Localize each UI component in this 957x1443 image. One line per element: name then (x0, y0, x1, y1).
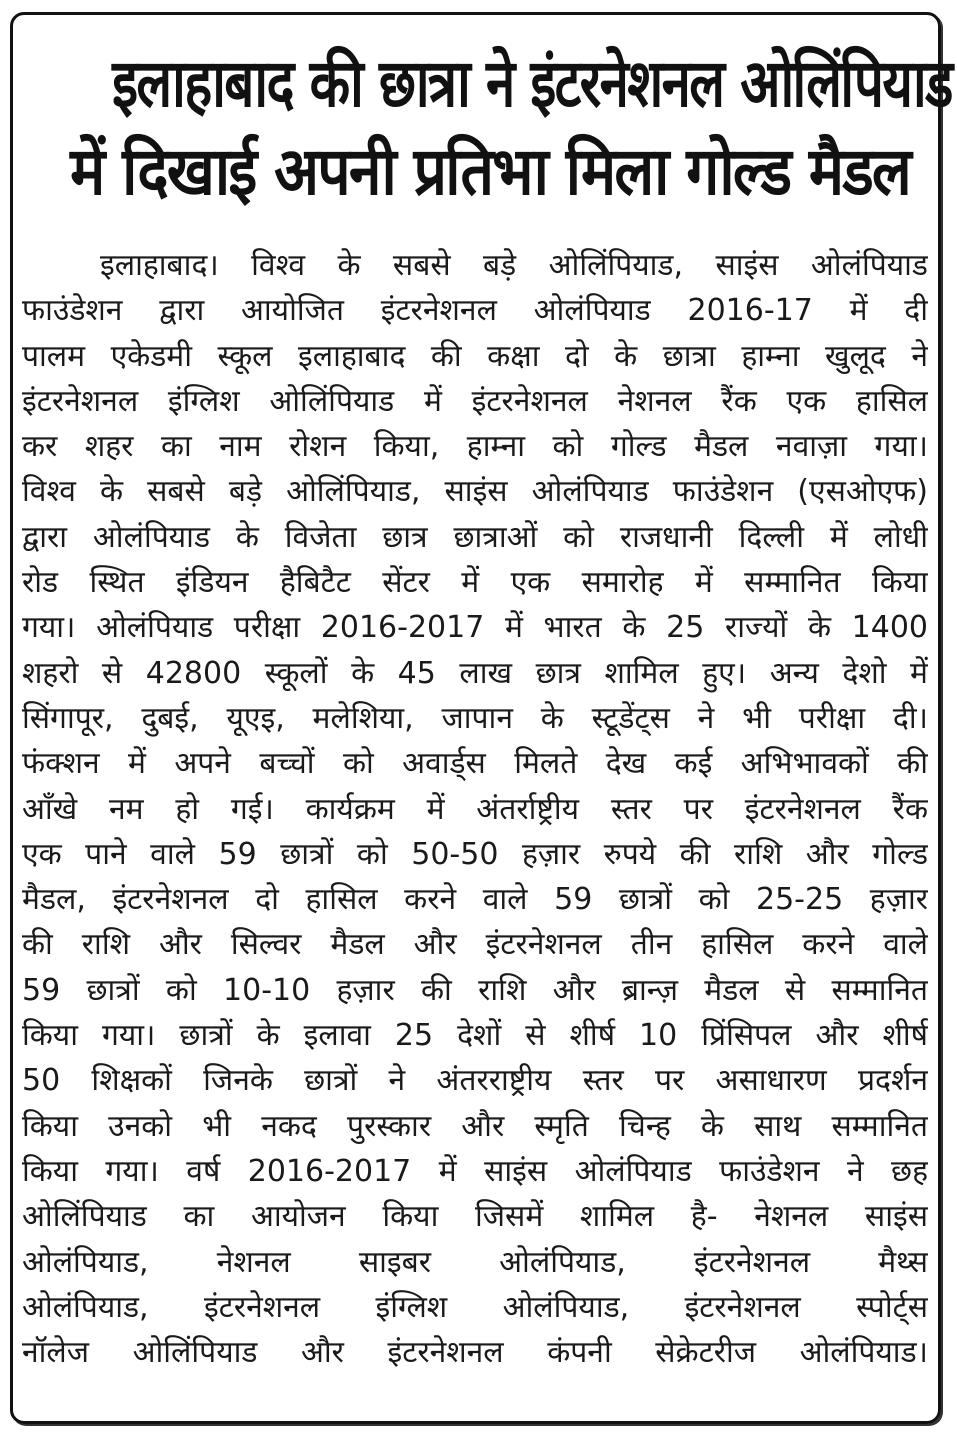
headline-line-2: में दिखाई अपनी प्रतिभा मिला गोल्ड मैडल (70, 133, 910, 210)
body-line: नॉलेज ओलिंपियाड और इंटरनेशनल कंपनी सेक्रेटरीज ओलंपियाड। (22, 1335, 928, 1371)
body-line: मैडल, इंटरनेशनल दो हासिल करने वाले 59 छात्रों को 25-25 हज़ार (22, 882, 928, 918)
headline-line-1: इलाहाबाद की छात्रा ने इंटरनेशनल ओलिंपियाड (112, 45, 952, 122)
body-line: किया उनको भी नकद पुरस्कार और स्मृति चिन्ह के साथ सम्मानित (22, 1108, 928, 1144)
body-line: पालम एकेडमी स्कूल इलाहाबाद की कक्षा दो के छात्रा हाम्ना खुलूद ने (22, 338, 928, 374)
headline (20, 40, 952, 216)
body-line: शहरो से 42800 स्कूलों के 45 लाख छात्र शामिल हुए। अन्य देशो में (22, 655, 928, 691)
body-line: ओलिंपियाड का आयोजन किया जिसमें शामिल है- नेशनल साइंस (22, 1199, 928, 1235)
body-line: 59 छात्रों को 10-10 हज़ार की राशि और ब्रान्ज़ मैडल से सम्मानित (22, 972, 928, 1008)
body-line: द्वारा ओलंपियाड के विजेता छात्र छात्राओं को राजधानी दिल्ली में लोधी (22, 519, 928, 555)
body-line: सिंगापूर, दुबई, यूएइ, मलेशिया, जापान के स्टूडेंट्स ने भी परीक्षा दी। (22, 700, 928, 736)
body-line: आँखे नम हो गई। कार्यक्रम में अंतर्राष्ट्रीय स्तर पर इंटरनेशनल रैंक (22, 791, 928, 827)
body-line: रोड स्थित इंडियन हैबिटैट सेंटर में एक समारोह में सम्मानित किया (22, 565, 928, 601)
body-line: फाउंडेशन द्वारा आयोजित इंटरनेशनल ओलंपियाड 2016-17 में दी (22, 293, 928, 329)
article-body (22, 243, 928, 1375)
body-line: इंटरनेशनल इंग्लिश ओलिंपियाड में इंटरनेशनल नेशनल रैंक एक हासिल (22, 383, 928, 419)
body-line: इलाहाबाद। विश्व के सबसे बड़े ओलिंपियाड, साइंस ओलंपियाड (100, 248, 928, 283)
body-line: ओलंपियाड, इंटरनेशनल इंग्लिश ओलंपियाड, इंटरनेशनल स्पोर्ट्स (22, 1289, 928, 1325)
body-line: कर शहर का नाम रोशन किया, हाम्ना को गोल्ड मैडल नवाज़ा गया। (22, 429, 928, 465)
body-line: किया गया। वर्ष 2016-2017 में साइंस ओलंपियाड फाउंडेशन ने छह (22, 1153, 928, 1189)
body-line: फंक्शन में अपने बच्चों को अवार्ड्स मिलते देख कई अभिभावकों की (22, 746, 928, 782)
body-line: ओलंपियाड, नेशनल साइबर ओलंपियाड, इंटरनेशनल मैथ्स (22, 1244, 928, 1280)
body-line: किया गया। छात्रों के इलावा 25 देशों से शीर्ष 10 प्रिंसिपल और शीर्ष (22, 1018, 928, 1054)
body-line: की राशि और सिल्वर मैडल और इंटरनेशनल तीन हासिल करने वाले (22, 927, 928, 963)
body-line: विश्व के सबसे बड़े ओलिंपियाड, साइंस ओलंपियाड फाउंडेशन (एसओएफ) (22, 474, 928, 510)
body-line: 50 शिक्षकों जिनके छात्रों ने अंतरराष्ट्रीय स्तर पर असाधारण प्रदर्शन (22, 1063, 928, 1099)
body-line: एक पाने वाले 59 छात्रों को 50-50 हज़ार रुपये की राशि और गोल्ड (22, 836, 928, 872)
body-line: गया। ओलंपियाड परीक्षा 2016-2017 में भारत के 25 राज्यों के 1400 (22, 610, 928, 646)
